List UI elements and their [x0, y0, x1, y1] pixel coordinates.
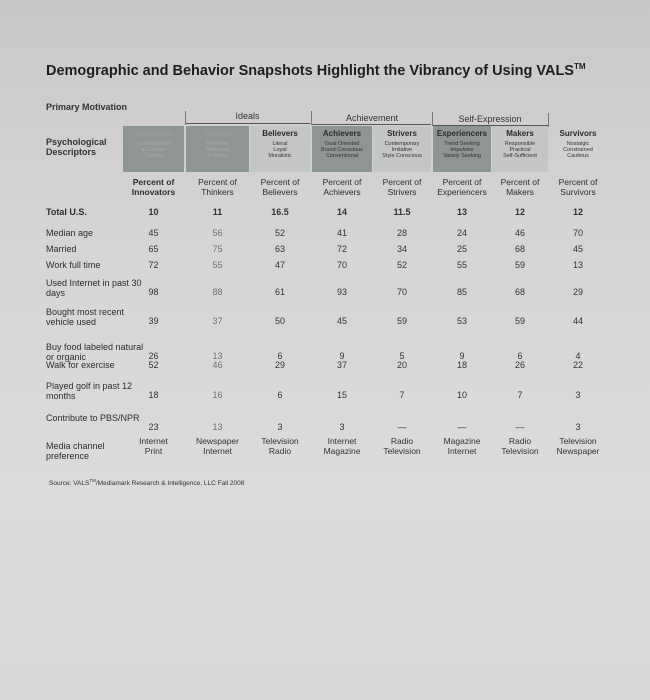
row-label: Used Internet in past 30 days [46, 278, 142, 298]
row-label: Media channel preference [46, 441, 105, 461]
table-cell: 29 [572, 287, 583, 297]
media-channel: Print [144, 446, 163, 456]
table-cell: 34 [396, 244, 407, 254]
table-cell: 59 [514, 260, 525, 270]
table-cell: 45 [572, 244, 583, 254]
table-cell: — [397, 422, 407, 432]
group-achievement: Achievement [345, 113, 399, 123]
column-header-survivors: Percent of Survivors [558, 177, 598, 197]
source-note: Source: VALS™/Mediamark Research & Intelligence, LLC Fall 2008 [49, 478, 245, 488]
segment-name-makers: Makers [506, 129, 534, 138]
table-cell: 65 [148, 244, 159, 254]
media-channel: Television [261, 436, 299, 446]
table-cell: 52 [274, 228, 285, 238]
table-cell: 50 [274, 316, 285, 326]
table-cell: 10 [148, 207, 159, 217]
row-label: Played golf in past 12 months [46, 381, 133, 401]
media-channel: Magazine [443, 436, 481, 446]
segment-desc-achievers: Goal Oriented Brand Conscious Conventional [321, 141, 363, 160]
segment-name-thinkers: Thinkers [202, 129, 233, 138]
table-cell: 45 [336, 316, 347, 326]
psychological-descriptors-label: Psychological Descriptors [46, 137, 107, 157]
media-channel: Internet [203, 446, 232, 456]
row-label: Total U.S. [46, 207, 87, 217]
table-cell: 11.5 [393, 207, 411, 217]
table-cell: — [457, 422, 467, 432]
group-bar-ideals [185, 123, 310, 124]
table-cell: 28 [396, 228, 407, 238]
media-channel: Radio [268, 446, 292, 456]
group-bar-achievement [312, 124, 431, 125]
column-header-makers: Percent of Makers [500, 177, 540, 197]
column-header-innovators: Percent of Innovators [131, 177, 176, 197]
table-cell: 16.5 [271, 207, 289, 217]
media-channel: Newspaper [556, 446, 600, 456]
segment-name-experiencers: Experiencers [436, 129, 488, 138]
media-cell [544, 436, 612, 456]
table-cell: 52 [396, 260, 407, 270]
table-cell: 16 [212, 390, 223, 400]
table-cell: 41 [336, 228, 347, 238]
table-cell: 59 [396, 316, 407, 326]
table-cell: 72 [336, 244, 347, 254]
table-cell: 29 [274, 360, 285, 370]
segment-desc-makers: Responsible Practical Self-Sufficient [503, 141, 537, 160]
table-cell: 13 [212, 422, 223, 432]
table-cell: 24 [456, 228, 467, 238]
primary-motivation-label: Primary Motivation [46, 102, 128, 112]
row-label: Contribute to PBS/NPR [46, 413, 140, 423]
segment-name-innovators: Innovators [134, 129, 173, 138]
table-cell: 13 [212, 351, 223, 361]
table-cell: 5 [399, 351, 405, 361]
row-label: Work full time [46, 260, 101, 270]
column-header-believers: Percent of Believers [260, 177, 300, 197]
table-cell: 12 [514, 207, 525, 217]
table-cell: 13 [456, 207, 467, 217]
table-cell: 52 [148, 360, 159, 370]
table-cell: 7 [399, 390, 405, 400]
table-cell: 85 [456, 287, 467, 297]
row-label: Bought most recent vehicle used [46, 307, 125, 327]
table-cell: 13 [572, 260, 583, 270]
media-channel: Magazine [323, 446, 361, 456]
group-divider [185, 111, 186, 125]
table-cell: 68 [514, 244, 525, 254]
table-cell: 98 [148, 287, 159, 297]
column-header-strivers: Percent of Strivers [382, 177, 422, 197]
table-cell: 61 [274, 287, 285, 297]
column-header-thinkers: Percent of Thinkers [198, 177, 237, 197]
table-cell: 93 [336, 287, 347, 297]
table-cell: 3 [277, 422, 283, 432]
table-cell: 18 [456, 360, 467, 370]
table-cell: 37 [336, 360, 347, 370]
table-cell: 53 [456, 316, 467, 326]
table-cell: 75 [212, 244, 223, 254]
media-channel: Radio [390, 436, 414, 446]
table-cell: 3 [575, 390, 581, 400]
table-cell: 39 [148, 316, 159, 326]
table-cell: 26 [148, 351, 159, 361]
media-channel: Television [501, 446, 539, 456]
row-label: Married [46, 244, 77, 254]
table-cell: 72 [148, 260, 159, 270]
table-cell: 46 [212, 360, 223, 370]
table-cell: 23 [148, 422, 159, 432]
table-cell: 11 [212, 207, 223, 217]
group-divider [548, 113, 549, 127]
segment-name-strivers: Strivers [387, 129, 417, 138]
media-channel: Internet [327, 436, 357, 446]
table-cell: 46 [514, 228, 525, 238]
table-cell: 6 [277, 351, 283, 361]
table-cell: 9 [459, 351, 465, 361]
table-cell: 9 [339, 351, 345, 361]
table-cell: 45 [148, 228, 159, 238]
segment-desc-innovators: Sophisticated In Charge Curious [136, 141, 171, 160]
segment-desc-believers: Literal Loyal Moralistic [268, 141, 292, 160]
group-divider [432, 112, 433, 126]
page-title: Demographic and Behavior Snapshots Highlight the Vibrancy of Using VALS™ [46, 62, 586, 79]
row-label: Median age [46, 228, 94, 238]
media-channel: Newspaper [196, 436, 239, 446]
table-cell: 22 [572, 360, 583, 370]
segment-desc-strivers: Contemporary Imitative Style Conscious [382, 141, 422, 160]
table-cell: 25 [456, 244, 467, 254]
table-cell: 68 [514, 287, 525, 297]
column-header-achievers: Percent of Achievers [322, 177, 362, 197]
column-header-experiencers: Percent of Experiencers [437, 177, 487, 197]
table-cell: 59 [514, 316, 525, 326]
segment-desc-thinkers: Informed Reflective Content [205, 141, 230, 160]
table-cell: 47 [274, 260, 285, 270]
table-cell: 4 [575, 351, 581, 361]
table-cell: 26 [514, 360, 525, 370]
table-cell: 44 [572, 316, 583, 326]
group-divider [311, 111, 312, 125]
table-cell: 18 [148, 390, 159, 400]
table-cell: 7 [517, 390, 523, 400]
media-channel: Television [383, 446, 421, 456]
table-cell: 20 [396, 360, 407, 370]
table-cell: 6 [277, 390, 283, 400]
table-cell: 55 [456, 260, 467, 270]
table-cell: 63 [274, 244, 285, 254]
row-label: Walk for exercise [46, 360, 115, 370]
segment-name-survivors: Survivors [559, 129, 597, 138]
media-channel: Internet [139, 436, 168, 446]
segment-name-achievers: Achievers [322, 129, 362, 138]
table-cell: 70 [336, 260, 347, 270]
group-self-expression: Self-Expression [458, 114, 522, 124]
media-channel: Television [559, 436, 597, 446]
group-ideals: Ideals [235, 111, 260, 121]
table-cell: 10 [456, 390, 467, 400]
media-channel: Radio [508, 436, 532, 446]
table-cell: 70 [396, 287, 407, 297]
row-label: Buy food labeled natural or organic [46, 342, 144, 362]
table-cell: 3 [339, 422, 345, 432]
table-cell: 56 [212, 228, 223, 238]
table-cell: — [515, 422, 525, 432]
table-cell: 12 [572, 207, 583, 217]
segment-desc-experiencers: Trend Seeking Impulsive Variety Seeking [442, 141, 482, 160]
table-cell: 70 [572, 228, 583, 238]
table-cell: 6 [517, 351, 523, 361]
table-cell: 3 [575, 422, 581, 432]
table-cell: 88 [212, 287, 223, 297]
media-channel: Internet [447, 446, 477, 456]
table-cell: 55 [212, 260, 223, 270]
segment-name-believers: Believers [262, 129, 298, 138]
table-cell: 15 [336, 390, 347, 400]
segment-desc-survivors: Nostalgic Constrained Cautious [563, 141, 593, 160]
table-cell: 37 [212, 316, 223, 326]
table-cell: 14 [336, 207, 347, 217]
